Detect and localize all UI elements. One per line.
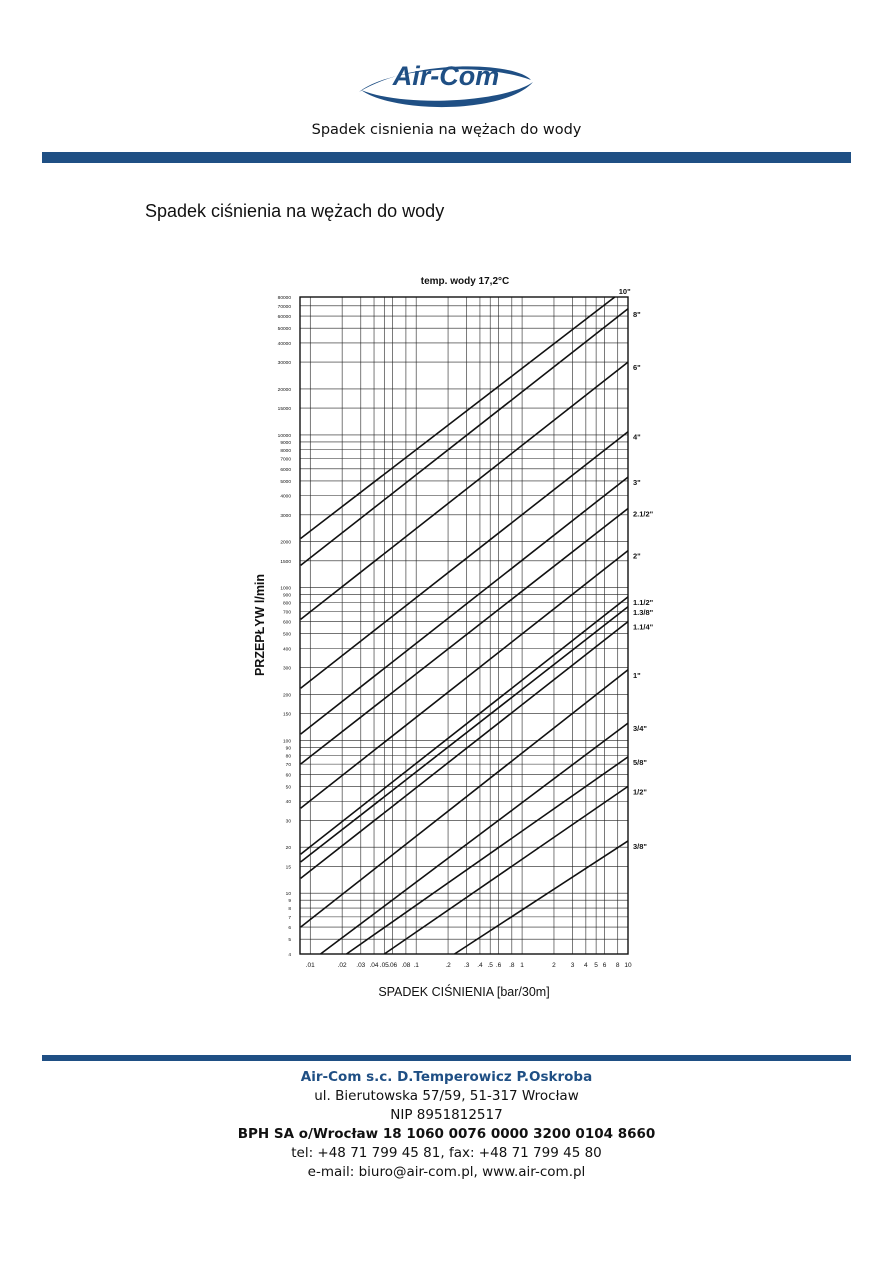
x-tick-label: 1: [520, 962, 524, 969]
y-tick-label: 4000: [280, 494, 291, 500]
y-tick-label: 2000: [280, 540, 291, 546]
document-header: Spadek cisnienia na wężach do wody: [311, 122, 582, 138]
footer-nip: NIP 8951812517: [390, 1107, 503, 1123]
series-labels: [619, 287, 654, 851]
series-label: 3": [633, 478, 641, 488]
x-tick-label: 4: [584, 962, 588, 969]
series-label: 8": [633, 309, 641, 319]
footer-bank: BPH SA o/Wrocław 18 1060 0076 0000 3200 0104 8660: [237, 1126, 656, 1142]
y-tick-label: 50000: [277, 327, 291, 333]
y-tick-label: 15: [285, 865, 291, 871]
y-tick-label: 3000: [280, 513, 291, 519]
y-tick-label: 9: [288, 899, 291, 905]
x-tick-label: .3: [463, 962, 470, 969]
y-tick-label: 200: [282, 693, 291, 699]
y-tick-label: 20: [285, 846, 291, 852]
y-tick-label: 5: [288, 938, 291, 944]
logo-text: Air-Com: [392, 61, 500, 91]
x-tick-label: 2: [552, 962, 556, 969]
x-tick-label: .6: [495, 962, 502, 969]
x-tick-label: .5: [487, 962, 493, 969]
footer: [0, 1068, 893, 1182]
y-tick-label: 700: [282, 610, 291, 616]
y-tick-label: 70: [285, 763, 291, 769]
footer-divider: [42, 1055, 851, 1061]
y-tick-label: 40: [285, 800, 291, 806]
y-tick-label: 300: [282, 666, 291, 672]
pressure-drop-chart: [230, 262, 670, 1010]
series-line: [301, 297, 615, 539]
series-label: 6": [633, 363, 641, 373]
y-tick-label: 80000: [277, 296, 291, 301]
series-label: 1/2": [633, 787, 647, 797]
y-tick-label: 400: [282, 647, 291, 653]
x-tick-label: 6: [602, 962, 607, 969]
series-label: 3/8": [633, 841, 647, 851]
series-label: 4": [633, 432, 641, 442]
series-label: 5/8": [633, 757, 647, 767]
x-tick-label: .06: [388, 962, 398, 969]
series-line: [301, 551, 628, 809]
y-tick-label: 500: [282, 632, 291, 638]
series-line: [301, 607, 628, 862]
series-line: [301, 362, 628, 619]
x-tick-label: 3: [570, 962, 575, 969]
y-tick-labels: [278, 295, 292, 958]
series-label: 1.1/2": [633, 597, 654, 607]
y-tick-label: 600: [282, 620, 291, 626]
series-line: [455, 841, 629, 954]
y-tick-label: 8: [288, 907, 291, 913]
x-tick-label: .08: [401, 962, 411, 969]
y-tick-label: 4: [288, 953, 291, 958]
y-tick-label: 6: [288, 926, 291, 932]
header-divider: [42, 152, 851, 163]
page-title: Spadek ciśnienia na wężach do wody: [145, 201, 445, 221]
y-tick-label: 900: [282, 593, 291, 599]
x-tick-labels: [306, 962, 632, 969]
y-tick-label: 20000: [277, 387, 291, 393]
y-tick-label: 30000: [277, 361, 291, 367]
series-line: [301, 477, 628, 734]
y-tick-label: 7: [288, 915, 291, 921]
series-label: 1": [633, 670, 641, 680]
x-tick-label: .01: [305, 962, 315, 969]
series-line: [301, 432, 628, 689]
series-label: 2": [633, 551, 641, 561]
x-tick-label: .04: [369, 962, 379, 969]
x-tick-label: .1: [413, 962, 419, 969]
y-tick-label: 6000: [280, 467, 291, 473]
air-com-logo: [355, 52, 537, 110]
x-axis-label: SPADEK CIŚNIENIA [bar/30m]: [378, 985, 550, 999]
y-tick-label: 5000: [280, 479, 291, 485]
y-tick-label: 1500: [280, 559, 291, 565]
footer-phone: tel: +48 71 799 45 81, fax: +48 71 799 45 80: [291, 1145, 602, 1161]
y-tick-label: 60000: [277, 315, 291, 321]
y-tick-label: 150: [282, 712, 291, 718]
x-tick-label: 8: [615, 962, 620, 969]
series-line: [384, 786, 628, 954]
series-label: 1.3/8": [633, 607, 654, 617]
series-label: 3/4": [633, 724, 647, 734]
x-tick-label: 5: [594, 962, 598, 969]
series-label: 10": [618, 287, 631, 296]
x-tick-label: .05: [379, 962, 389, 969]
chart-title: temp. wody 17,2°C: [420, 276, 510, 287]
x-tick-label: 10: [624, 962, 632, 969]
y-tick-label: 90: [285, 746, 291, 752]
x-tick-label: .8: [509, 962, 515, 969]
y-tick-label: 60: [285, 773, 291, 779]
series-line: [301, 622, 628, 879]
series-line: [301, 670, 628, 927]
y-tick-label: 40000: [277, 341, 291, 347]
series-label: 2.1/2": [633, 509, 654, 519]
series-line: [321, 723, 629, 954]
plot-area-frame: [300, 297, 628, 954]
y-tick-label: 9000: [280, 440, 291, 446]
y-tick-label: 15000: [277, 407, 291, 413]
series-line: [301, 309, 628, 566]
y-tick-label: 80: [285, 754, 291, 760]
chart-series: [301, 297, 628, 954]
x-tick-label: .4: [477, 962, 483, 969]
footer-address: ul. Bierutowska 57/59, 51-317 Wrocław: [314, 1088, 579, 1104]
y-tick-label: 10: [285, 892, 291, 898]
y-tick-label: 50: [285, 785, 291, 791]
x-tick-label: .2: [445, 962, 451, 969]
x-tick-label: .03: [356, 962, 366, 969]
chart-grid: [300, 297, 628, 954]
y-tick-label: 70000: [277, 304, 291, 310]
y-tick-label: 10000: [277, 433, 291, 439]
footer-company: Air-Com s.c. D.Temperowicz P.Oskroba: [300, 1069, 593, 1085]
series-label: 1.1/4": [633, 622, 654, 632]
y-tick-label: 100: [282, 739, 291, 745]
y-tick-label: 30: [285, 819, 291, 825]
footer-email: e-mail: biuro@air-com.pl, www.air-com.pl: [307, 1164, 586, 1180]
y-tick-label: 7000: [280, 457, 291, 463]
y-axis-label: PRZEPŁYW l/min: [253, 573, 267, 677]
y-tick-label: 8000: [280, 448, 291, 454]
y-tick-label: 800: [282, 601, 291, 607]
y-tick-label: 1000: [280, 586, 291, 592]
x-tick-label: .02: [337, 962, 347, 969]
